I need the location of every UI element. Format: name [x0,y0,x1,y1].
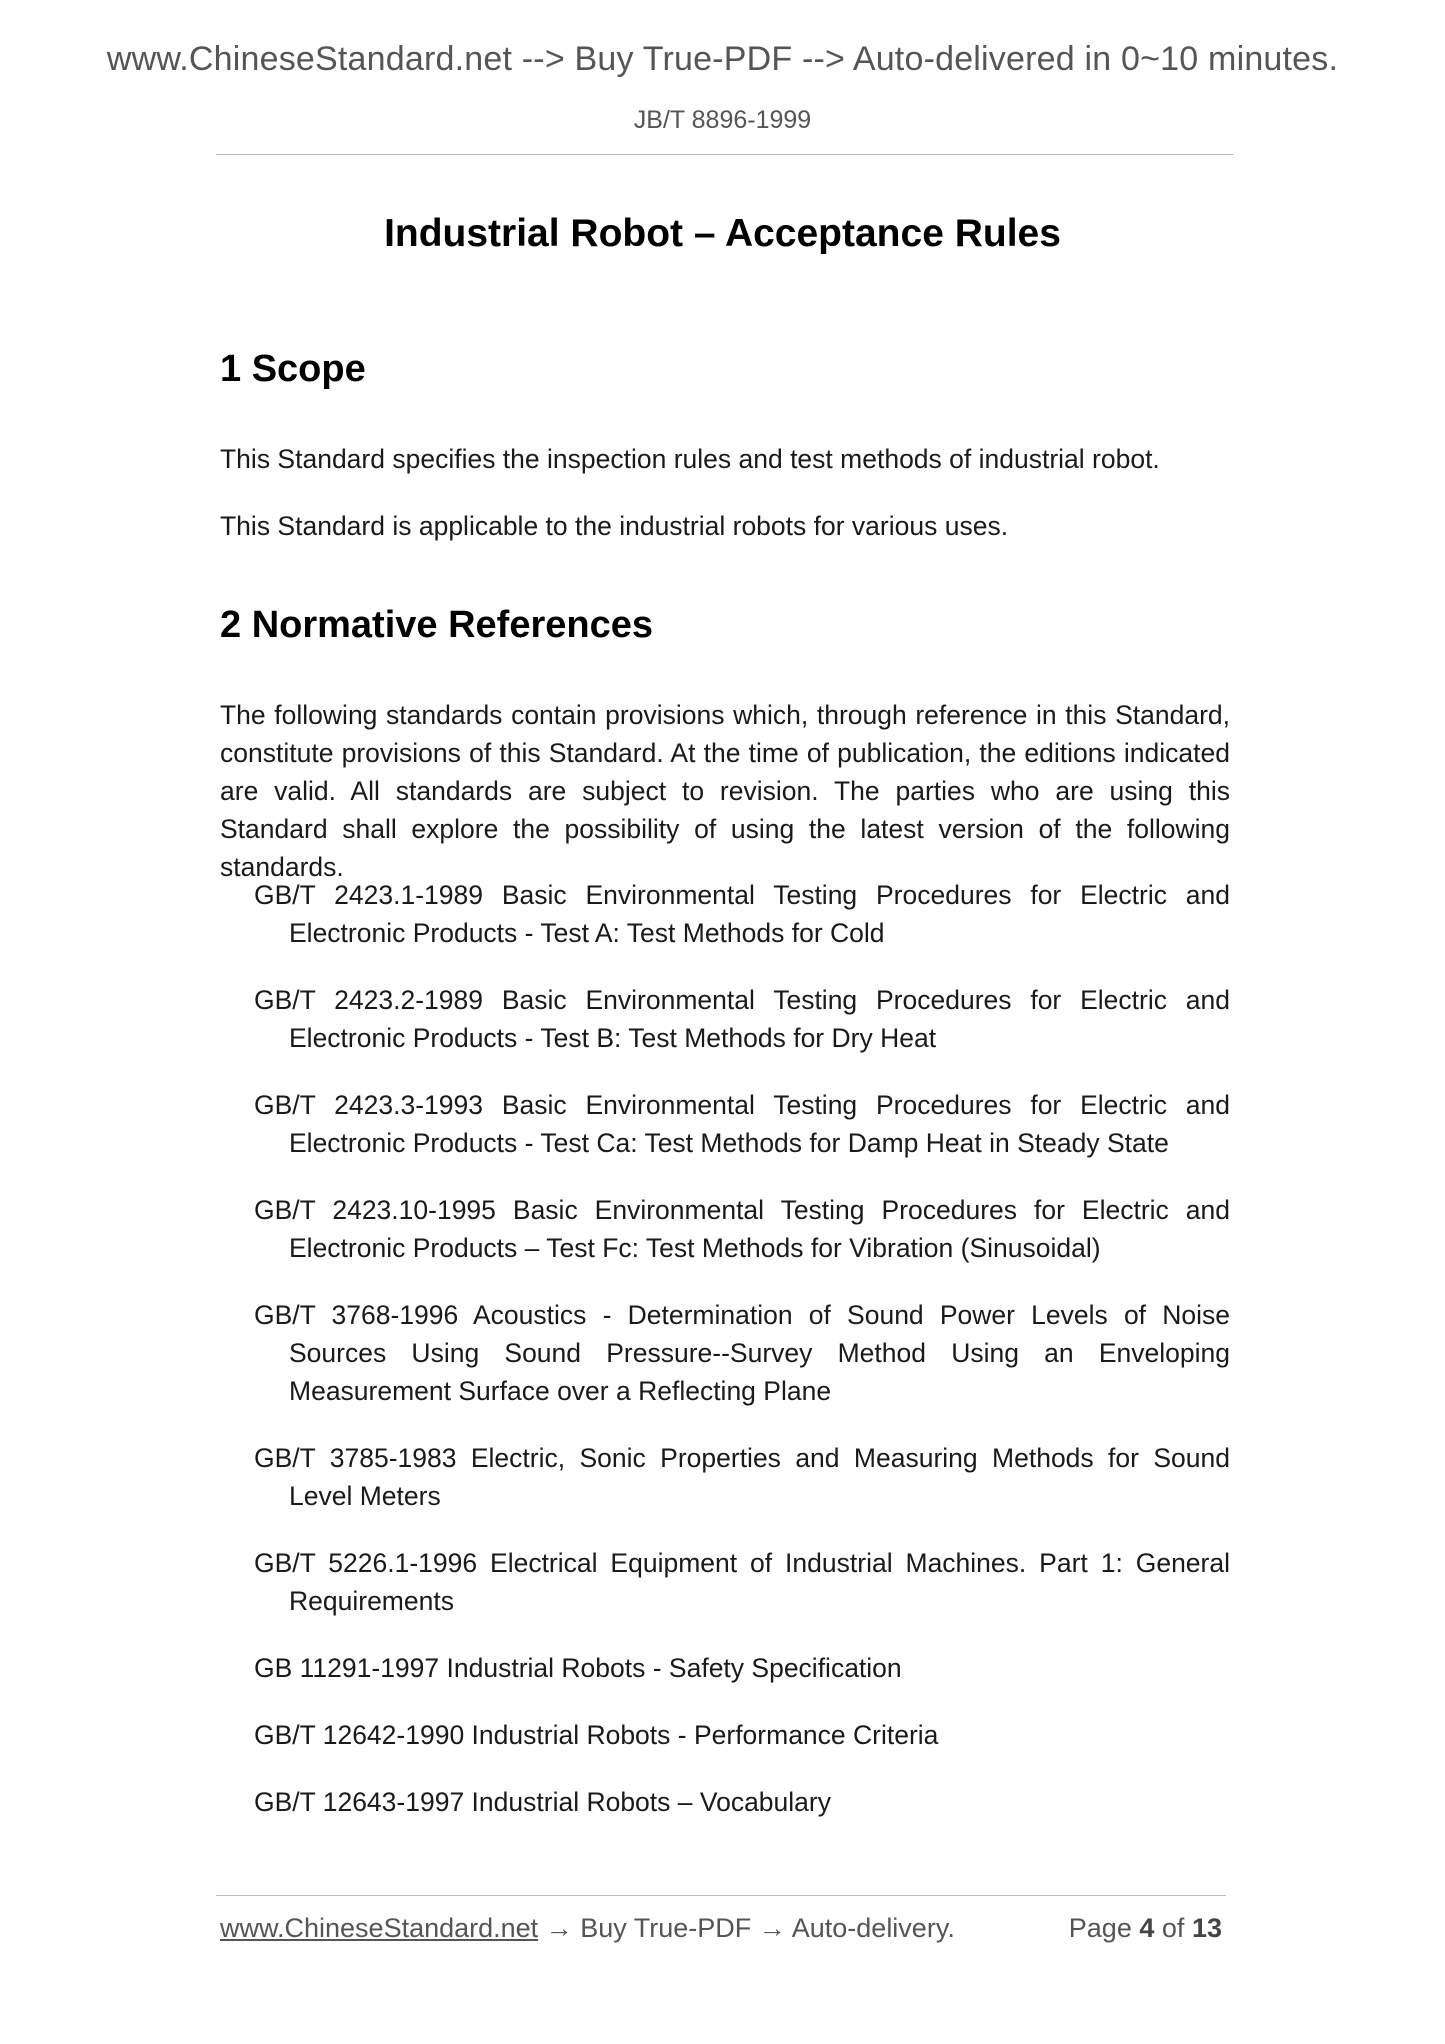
header-divider [216,154,1234,155]
reference-item: GB 11291-1997 Industrial Robots - Safety Specification [254,1653,902,1683]
footer-promo [220,1913,955,1944]
page-label: Page [1068,1913,1132,1943]
reference-item: GB/T 12642-1990 Industrial Robots - Performance Criteria [254,1720,939,1750]
footer-tagline: → Buy True-PDF → Auto-delivery. [538,1913,955,1943]
page-indicator [1069,1913,1222,1944]
reference-item: GB/T 2423.10-1995 Basic Environmental Testing Procedures for Electric and Electronic Products – Test Fc: Test Methods for Vibration (Sinusoidal) [254,1195,1230,1263]
reference-item: GB/T 2423.2-1989 Basic Environmental Testing Procedures for Electric and Electronic Products - Test B: Test Methods for Dry Heat [254,985,1230,1053]
scope-text-2: This Standard is applicable to the industrial robots for various uses. [220,511,1009,541]
scope-paragraph-1 [220,440,1230,478]
section-heading-references: 2 Normative References [220,604,653,646]
reference-item: GB/T 3768-1996 Acoustics - Determination of Sound Power Levels of Noise Sources Using Sound Pressure--Survey Method Using an Enveloping Measurement Surface over a Reflecting Plane [254,1300,1230,1406]
document-number: JB/T 8896-1999 [633,106,812,134]
page-of-label: of [1161,1913,1185,1943]
reference-item: GB/T 2423.3-1993 Basic Environmental Testing Procedures for Electric and Electronic Products - Test Ca: Test Methods for Damp Heat in Steady State [254,1090,1230,1158]
footer-site-link[interactable]: www.ChineseStandard.net [220,1913,539,1943]
section-scope [220,346,1230,392]
header-banner: www.ChineseStandard.net --> Buy True-PDF --> Auto-delivered in 0~10 minutes. [106,40,1339,78]
reference-item: GB/T 3785-1983 Electric, Sonic Properties and Measuring Methods for Sound Level Meters [254,1443,1230,1511]
scope-text-1: This Standard specifies the inspection rules and test methods of industrial robot. [220,444,1160,474]
page-total: 13 [1191,1913,1222,1943]
document-title: Industrial Robot – Acceptance Rules [384,212,1061,255]
reference-item: GB/T 5226.1-1996 Electrical Equipment of Industrial Machines. Part 1: General Requirements [254,1548,1230,1616]
footer-divider [216,1895,1226,1896]
section-heading-scope: 1 Scope [220,348,366,390]
scope-paragraph-2 [220,507,1230,545]
references-intro-text: The following standards contain provisions which, through reference in this Standard, constitute provisions of this Standard. At the time of publication, the editions indicated are valid. All standards are subject to revision. The parties who are using this Standard shall explore the possibility of using the latest version of the following standards. [220,700,1230,882]
section-normative-references [220,602,1230,648]
reference-item: GB/T 12643-1997 Industrial Robots – Vocabulary [254,1787,831,1817]
reference-list [254,876,1230,1850]
references-intro [220,696,1230,886]
reference-item: GB/T 2423.1-1989 Basic Environmental Testing Procedures for Electric and Electronic Products - Test A: Test Methods for Cold [254,880,1230,948]
page-current: 4 [1139,1913,1155,1943]
